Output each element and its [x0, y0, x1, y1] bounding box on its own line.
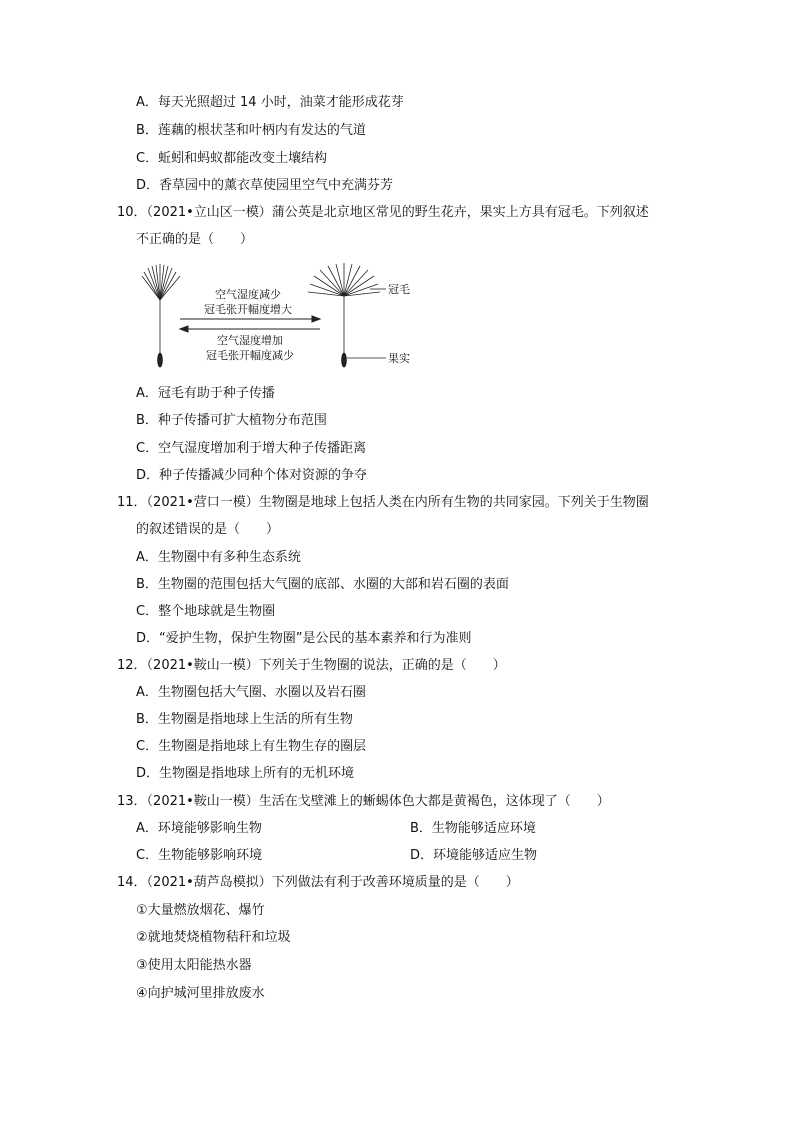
dandelion-figure — [140, 262, 430, 374]
q11-stem-line1: 11．（2021•营口一模）生物圈是地球上包括人类在内所有生物的共同家园。下列关于生物圈 — [117, 495, 649, 510]
figure-bottom-label-2: 冠毛张开幅度减少 — [206, 349, 294, 362]
q12-stem: 12．（2021•鞍山一模）下列关于生物圈的说法，正确的是（ ） — [117, 658, 506, 673]
q14-item-2: ②就地焚烧植物秸秆和垃圾 — [136, 930, 291, 945]
arrow-right-icon — [180, 316, 320, 322]
q10-stem-line1: 10．（2021•立山区一模）蒲公英是北京地区常见的野生花卉，果实上方具有冠毛。下列叙述 — [117, 205, 649, 220]
q12-option-b: B．生物圈是指地球上生活的所有生物 — [136, 712, 353, 727]
q13-option-d: D．环境能够适应生物 — [410, 848, 538, 863]
q13-option-a: A．环境能够影响生物 — [136, 821, 262, 836]
q13-option-b: B．生物能够适应环境 — [410, 821, 536, 836]
dandelion-closed-icon — [142, 264, 180, 367]
q13-stem: 13．（2021•鞍山一模）生活在戈壁滩上的蜥蜴体色大都是黄褐色，这体现了（ ） — [117, 794, 610, 809]
arrow-left-icon — [180, 326, 320, 332]
figure-bottom-label-1: 空气湿度增加 — [217, 334, 283, 347]
q12-option-c: C．生物圈是指地球上有生物生存的圈层 — [136, 739, 367, 754]
q10-stem-line2: 不正确的是（ ） — [136, 232, 254, 247]
q10-option-b: B．种子传播可扩大植物分布范围 — [136, 413, 327, 428]
q9-option-a: A．每天光照超过 14 小时，油菜才能形成花芽 — [136, 95, 404, 110]
q11-option-c: C．整个地球就是生物圈 — [136, 604, 276, 619]
q9-option-b: B．莲藕的根状茎和叶柄内有发达的气道 — [136, 123, 366, 138]
q11-option-a: A．生物圈中有多种生态系统 — [136, 550, 301, 565]
q11-option-b: B．生物圈的范围包括大气圈的底部、水圈的大部和岩石圈的表面 — [136, 577, 509, 592]
figure-fruit-label: 果实 — [388, 352, 410, 365]
q10-option-c: C．空气湿度增加利于增大种子传播距离 — [136, 441, 367, 456]
q12-option-a: A．生物圈包括大气圈、水圈以及岩石圈 — [136, 685, 366, 700]
dandelion-open-icon — [308, 263, 386, 367]
q9-option-d: D．香草园中的薰衣草使园里空气中充满芬芳 — [136, 178, 394, 193]
figure-pappus-label: 冠毛 — [388, 283, 410, 296]
q10-option-a: A．冠毛有助于种子传播 — [136, 386, 275, 401]
q11-stem-line2: 的叙述错误的是（ ） — [136, 522, 280, 537]
figure-top-label-2: 冠毛张开幅度增大 — [204, 303, 292, 316]
figure-top-label-1: 空气湿度减少 — [215, 288, 281, 301]
q14-stem: 14．（2021•葫芦岛模拟）下列做法有利于改善环境质量的是（ ） — [117, 875, 519, 890]
q14-item-3: ③使用太阳能热水器 — [136, 958, 252, 973]
q12-option-d: D．生物圈是指地球上所有的无机环境 — [136, 766, 355, 781]
q14-item-4: ④向护城河里排放废水 — [136, 986, 265, 1001]
q11-option-d: D．“爱护生物，保护生物圈”是公民的基本素养和行为准则 — [136, 631, 472, 646]
q10-option-d: D．种子传播减少同种个体对资源的争夺 — [136, 468, 368, 483]
q14-item-1: ①大量燃放烟花、爆竹 — [136, 903, 265, 918]
q9-option-c: C．蚯蚓和蚂蚁都能改变土壤结构 — [136, 151, 328, 166]
q13-option-c: C．生物能够影响环境 — [136, 848, 263, 863]
